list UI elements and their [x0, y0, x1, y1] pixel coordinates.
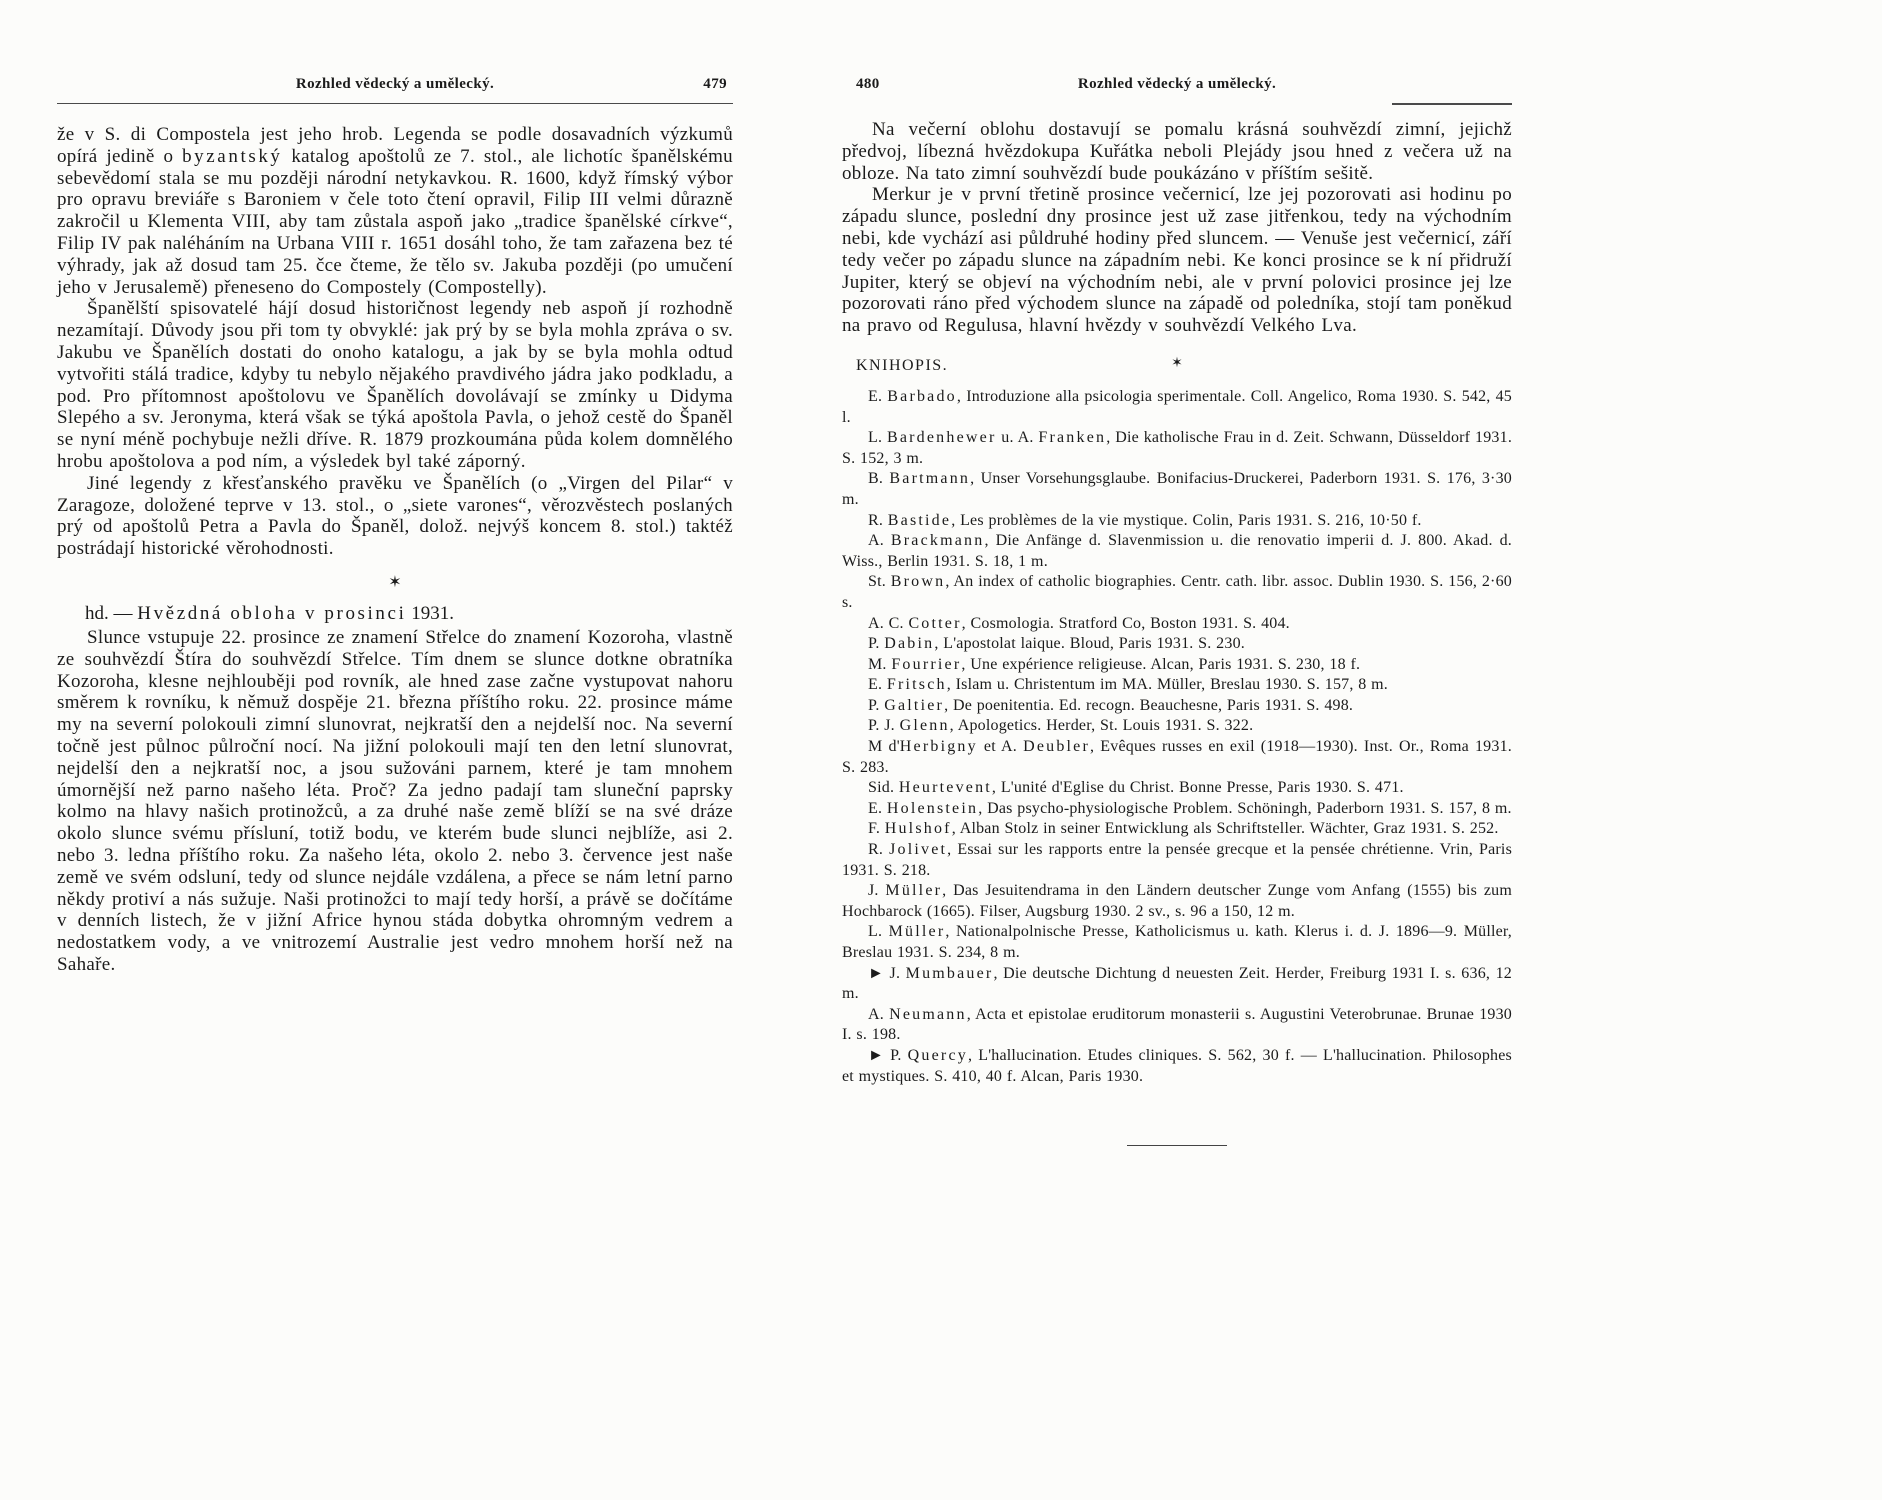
text-run: u. A. [996, 429, 1039, 447]
text-run: , Une expérience religieuse. Alcan, Paris 1931. S. 230, 18 f. [961, 655, 1361, 673]
text-run: L. [868, 923, 889, 941]
text-run: , De poenitentia. Ed. recogn. Beauchesne, Paris 1931. S. 498. [944, 696, 1354, 714]
text-run: , Acta et epistolae eruditorum monasterii s. Augustini Veterobrunae. Brunae 1930 I. s. 198. [842, 1005, 1513, 1044]
text-run: , Cosmologia. Stratford Co, Boston 1931. S. 404. [961, 614, 1290, 632]
letterspaced-text: Neumann [889, 1005, 967, 1023]
text-run: Na večerní oblohu dostavují se pomalu krásná souhvězdí zimní, jejichž předvoj, líbezná hvězdokupa Kuřátka neboli Plejády jsou hned z večera už na obloze. Na tato zimní souhvězdí bude poukázáno v příštím sešitě. [842, 119, 1512, 184]
bibliography-entry [842, 840, 1512, 881]
text-run: A. C. [868, 614, 909, 632]
text-run: , Evêques russes en exil (1918—1930). Inst. Or., Roma 1931. S. 283. [842, 738, 1512, 776]
text-run: , Essai sur les rapports entre la pensée grecque et la pensée chrétienne. Vrin, Paris 1931. S. 218. [842, 841, 1512, 879]
text-run: , Introduzione alla psicologia sperimentale. Coll. Angelico, Roma 1930. S. 542, 45 l. [842, 387, 1512, 426]
bibliography-entry [842, 531, 1512, 572]
bibliography-entry [842, 428, 1512, 469]
text-run: M d' [868, 738, 900, 756]
bibliography-entry [842, 675, 1512, 696]
letterspaced-text: Fritsch [886, 676, 947, 694]
bibliography-entry [842, 634, 1512, 655]
article-text-top [57, 124, 733, 560]
text-run: A. [868, 532, 891, 550]
text-run: , L'apostolat laique. Bloud, Paris 1931. S. 230. [934, 635, 1245, 653]
bibliography-entry [842, 922, 1512, 963]
letterspaced-text: Herbigny [899, 738, 978, 756]
letterspaced-text: Müller [888, 923, 946, 941]
page-number: 479 [703, 76, 727, 92]
text-run: et A. [977, 738, 1024, 756]
letterspaced-text: Dabin [884, 635, 935, 653]
letterspaced-text: Fourrier [891, 655, 962, 673]
bibliography-entry [842, 1005, 1512, 1046]
bibliography-entry [842, 799, 1512, 820]
end-rule [1127, 1145, 1227, 1146]
text-run: Slunce vstupuje 22. prosince ze znamení Střelce do znamení Kozoroha, vlastně ze souhvězdí Štíra do souhvězdí Střelce. Tím dnem se slunce dotkne obratníka Kozoroha, klesne nejhlouběji pod rovník, ale hned zase začne vystupovat nahoru směrem k rovníku, k němuž dospěje 21. března příštího roku. 22. prosince máme my na severní polokouli zimní slunovrat, nejkratší den a nejdelší noc. Na severní točně jest půlnoc půlroční nocí. Na jižní polokouli mají ten den letní slunovrat, nejdelší den a nejkratší noc, a jsou sužováni parnem, které je tam mnohem úmornější než parno našeho léta. Proč? Za jedno padají tam sluneční paprsky kolmo na hlavy našich protinožců, a za druhé naše země blíží se na své dráze okolo slunce svému přísluní, totiž bodu, ve kterém bude slunci nejblíže, asi 2. nebo 3. ledna příštího roku. Za našeho léta, okolo 2. nebo 3. července jest naše země ve svém odsluní, tedy od slunce nejdále vzdálena, a přece se nám letní parno někdy protiví a nás sužuje. Naši protinožci to mají tedy horší, a právě se dočítáme v denních listech, že v jižní Africe hynou stáda dobytka ohromným vedrem a nedostatkem vody, a ve vnitrozemí Australie jest vedro mnohem horší než na Sahaře. [57, 626, 733, 975]
page-header-right [842, 76, 1512, 98]
letterspaced-text: Barbado [887, 387, 957, 405]
text-run: Španělští spisovatelé hájí dosud historičnost legendy neb aspoň jí rozhodně nezamítají. Důvody jsou při tom ty obvyklé: jak prý by se byla mohla zpráva o sv. Jakubu ve Španělích dostati do onoho katalogu, a jak by se byla mohla odtud vytvořiti stálá tradice, kdyby tu nebylo nějakého pravdivého jádra jako podkladu, a pod. Pro přítomnost apoštolovu ve Španělích dovolávají se zmínky u Didyma Slepého a sv. Jeronyma, která však se týká apoštola Pavla, o jehož cestě do Španěl se nyní méně pochybuje nežli dříve. R. 1879 prozkoumána půda kolem domnělého hrobu apoštolova a pod ním, a výsledek byl také záporný. [57, 298, 733, 472]
bibliography-entry [842, 614, 1512, 635]
text-run: P. [868, 696, 885, 714]
letterspaced-text: Jolivet [889, 841, 948, 859]
section-heading [57, 603, 733, 625]
article-text [842, 119, 1512, 337]
letterspaced-text: Mumbauer [905, 964, 994, 982]
letterspaced-text: Hvězdná obloha v prosinci [137, 602, 407, 624]
section-separator-star: ✶ [388, 571, 402, 591]
text-run: M. [868, 655, 892, 673]
bibliography-entry [842, 716, 1512, 737]
running-title: Rozhled vědecký a umělecký. [1077, 76, 1277, 92]
text-run: , Apologetics. Herder, St. Louis 1931. S. 322. [949, 717, 1254, 735]
letterspaced-text: Hulshof [884, 820, 952, 838]
article-text-bottom [57, 627, 733, 976]
letterspaced-text: byzantský [182, 145, 283, 167]
bibliography-entry [842, 1046, 1512, 1087]
text-run: , Unser Vorsehungsglaube. Bonifacius-Druckerei, Paderborn 1931. S. 176, 3·30 m. [842, 470, 1512, 508]
text-run: B. [868, 470, 890, 488]
bibliography-list [842, 387, 1512, 1087]
header-rule [57, 103, 733, 104]
letterspaced-text: Galtier [884, 696, 945, 714]
bibliography-entry [842, 737, 1512, 778]
paragraph [842, 119, 1512, 184]
text-run: R. [868, 511, 888, 529]
letterspaced-text: Holenstein [886, 799, 979, 817]
text-run: L. [868, 429, 887, 447]
letterspaced-text: Glenn [899, 717, 950, 735]
text-run: , Islam u. Christentum im MA. Müller, Breslau 1930. S. 157, 8 m. [946, 676, 1388, 694]
text-run: , Nationalpolnische Presse, Katholicismus u. kath. Klerus i. d. J. 1896—9. Müller, Breslau 1931. S. 234, 8 m. [842, 923, 1512, 961]
text-run: Sid. [868, 779, 899, 797]
text-run: hd. — [85, 602, 138, 624]
paragraph [57, 298, 733, 472]
letterspaced-text: Bartmann [889, 470, 971, 488]
page-480 [842, 76, 1512, 1146]
paragraph [57, 627, 733, 976]
page-479 [57, 76, 733, 976]
letterspaced-text: Müller [885, 882, 943, 900]
bibliography-entry [842, 655, 1512, 676]
paragraph [57, 124, 733, 298]
text-run: F. [868, 820, 885, 838]
text-run: že v S. di Compostela jest jeho hrob. Legenda se podle dosavadních výzkumů opírá jedině o [57, 124, 733, 167]
letterspaced-text: Quercy [907, 1046, 968, 1064]
text-run: Jiné legendy z křesťanského pravěku ve Španělích (o „Virgen del Pilar“ v Zaragoze, doložené teprve v 13. stol., o „siete varones“, věrozvěstech poslaných prý od apoštolů Petra a Pavla do Španěl, dolož. nejvýš koncem 8. stol.) taktéž postrádají historické věrohodnosti. [57, 472, 733, 560]
bibliography-entry [842, 387, 1512, 428]
paragraph [57, 473, 733, 560]
text-run: ► J. [868, 964, 906, 982]
letterspaced-text: Brown [890, 573, 946, 591]
text-run: St. [868, 573, 891, 591]
letterspaced-text: Bardenhewer [886, 429, 997, 447]
text-run: , Die Anfänge d. Slavenmission u. die renovatio imperii d. J. 800. Akad. d. Wiss., Berlin 1931. S. 18, 1 m. [842, 532, 1512, 570]
text-run: Merkur je v první třetině prosince večernicí, lze jej pozorovati asi hodinu po západu slunce, poslední dny prosince jest už zase jitřenkou, tedy na východním nebi, kde vychází asi půldruhé hodiny před sluncem. — Venuše jest večernicí, září tedy večer po západu slunce na západním nebi. Ke konci prosince se k ní přidruží Jupiter, který se objeví na východním nebi, ale v první polovici prosince jej lze pozorovati ráno před východem slunce na západě od poledníka, stojí tam poněkud na pravo od Regulusa, hlavní hvězdy v souhvězdí Velkého Lva. [842, 184, 1512, 337]
bibliography-entry [842, 881, 1512, 922]
text-run: J. [868, 882, 886, 900]
knihopis-heading-row [842, 354, 1512, 379]
text-run: , Les problèmes de la vie mystique. Colin, Paris 1931. S. 216, 10·50 f. [951, 511, 1422, 529]
text-run: , Alban Stolz in seiner Entwicklung als Schriftsteller. Wächter, Graz 1931. S. 252. [951, 820, 1499, 838]
letterspaced-text: Brackmann [890, 532, 985, 550]
knihopis-heading: KNIHOPIS. [856, 356, 949, 374]
knihopis-star: ✶ [1171, 354, 1183, 371]
text-run: A. [868, 1005, 890, 1023]
letterspaced-text: Deubler [1023, 738, 1091, 756]
text-run: E. [868, 799, 887, 817]
text-run: R. [868, 841, 890, 859]
text-run: , Das Jesuitendrama in den Ländern deutscher Zunge vom Anfang (1555) bis zum Hochbarock (1665). Filser, Augsburg 1930. 2 sv., s. 96 a 150, 12 m. [842, 882, 1513, 920]
text-run: 1931. [406, 602, 454, 624]
text-run: , L'unité d'Eglise du Christ. Bonne Presse, Paris 1930. S. 471. [991, 779, 1404, 797]
text-run: , Die katholische Frau in d. Zeit. Schwann, Düsseldorf 1931. S. 152, 3 m. [842, 429, 1513, 467]
text-run: , L'hallucination. Etudes cliniques. S. 562, 30 f. — L'hallucination. Philosophes et mystiques. S. 410, 40 f. Alcan, Paris 1930. [842, 1046, 1512, 1085]
paragraph [842, 184, 1512, 337]
text-run: ► P. [868, 1046, 908, 1064]
bibliography-entry [842, 778, 1512, 799]
letterspaced-text: Heurtevent [898, 779, 992, 797]
text-run: E. [868, 676, 887, 694]
header-rule [1392, 103, 1512, 105]
letterspaced-text: Bastide [887, 511, 952, 529]
bibliography-entry [842, 572, 1512, 613]
letterspaced-text: Franken [1038, 429, 1107, 447]
text-run: katalog apoštolů ze 7. stol., ale lichotíc španělskému sebevědomí stala se mu později národní netykavkou. R. 1600, když římský výbor pro opravu breviáře s Baroniem v čele toto čtení opravil, Filip III velmi důrazně zakročil u Klementa VIII, aby tam zůstala aspoň jako „tradice španělské církve“, Filip IV pak naléháním na Urbana VIII r. 1651 dosáhl toho, že tam zařazena bez té výhrady, jak až dosud tam 25. čce čteme, že tělo sv. Jakuba později (po umučení jeho v Jerusalemě) přeneseno do Compostely (Compostelly). [57, 145, 733, 298]
bibliography-entry [842, 469, 1512, 510]
bibliography-entry [842, 964, 1512, 1005]
bibliography-entry [842, 696, 1512, 717]
text-run: E. [868, 387, 888, 405]
text-run: , Die deutsche Dichtung d neuesten Zeit. Herder, Freiburg 1931 I. s. 636, 12 m. [842, 964, 1512, 1003]
letterspaced-text: Cotter [908, 614, 962, 632]
bibliography-entry [842, 511, 1512, 532]
running-title: Rozhled vědecký a umělecký. [295, 76, 495, 92]
page-number: 480 [856, 76, 880, 92]
text-run: , An index of catholic biographies. Centr. cath. libr. assoc. Dublin 1930. S. 156, 2·60 s. [842, 573, 1512, 611]
text-run: , Das psycho-physiologische Problem. Schöningh, Paderborn 1931. S. 157, 8 m. [978, 799, 1512, 817]
page-header-left [57, 76, 733, 98]
bibliography-entry [842, 819, 1512, 840]
text-run: P. [868, 635, 885, 653]
text-run: P. J. [868, 717, 900, 735]
